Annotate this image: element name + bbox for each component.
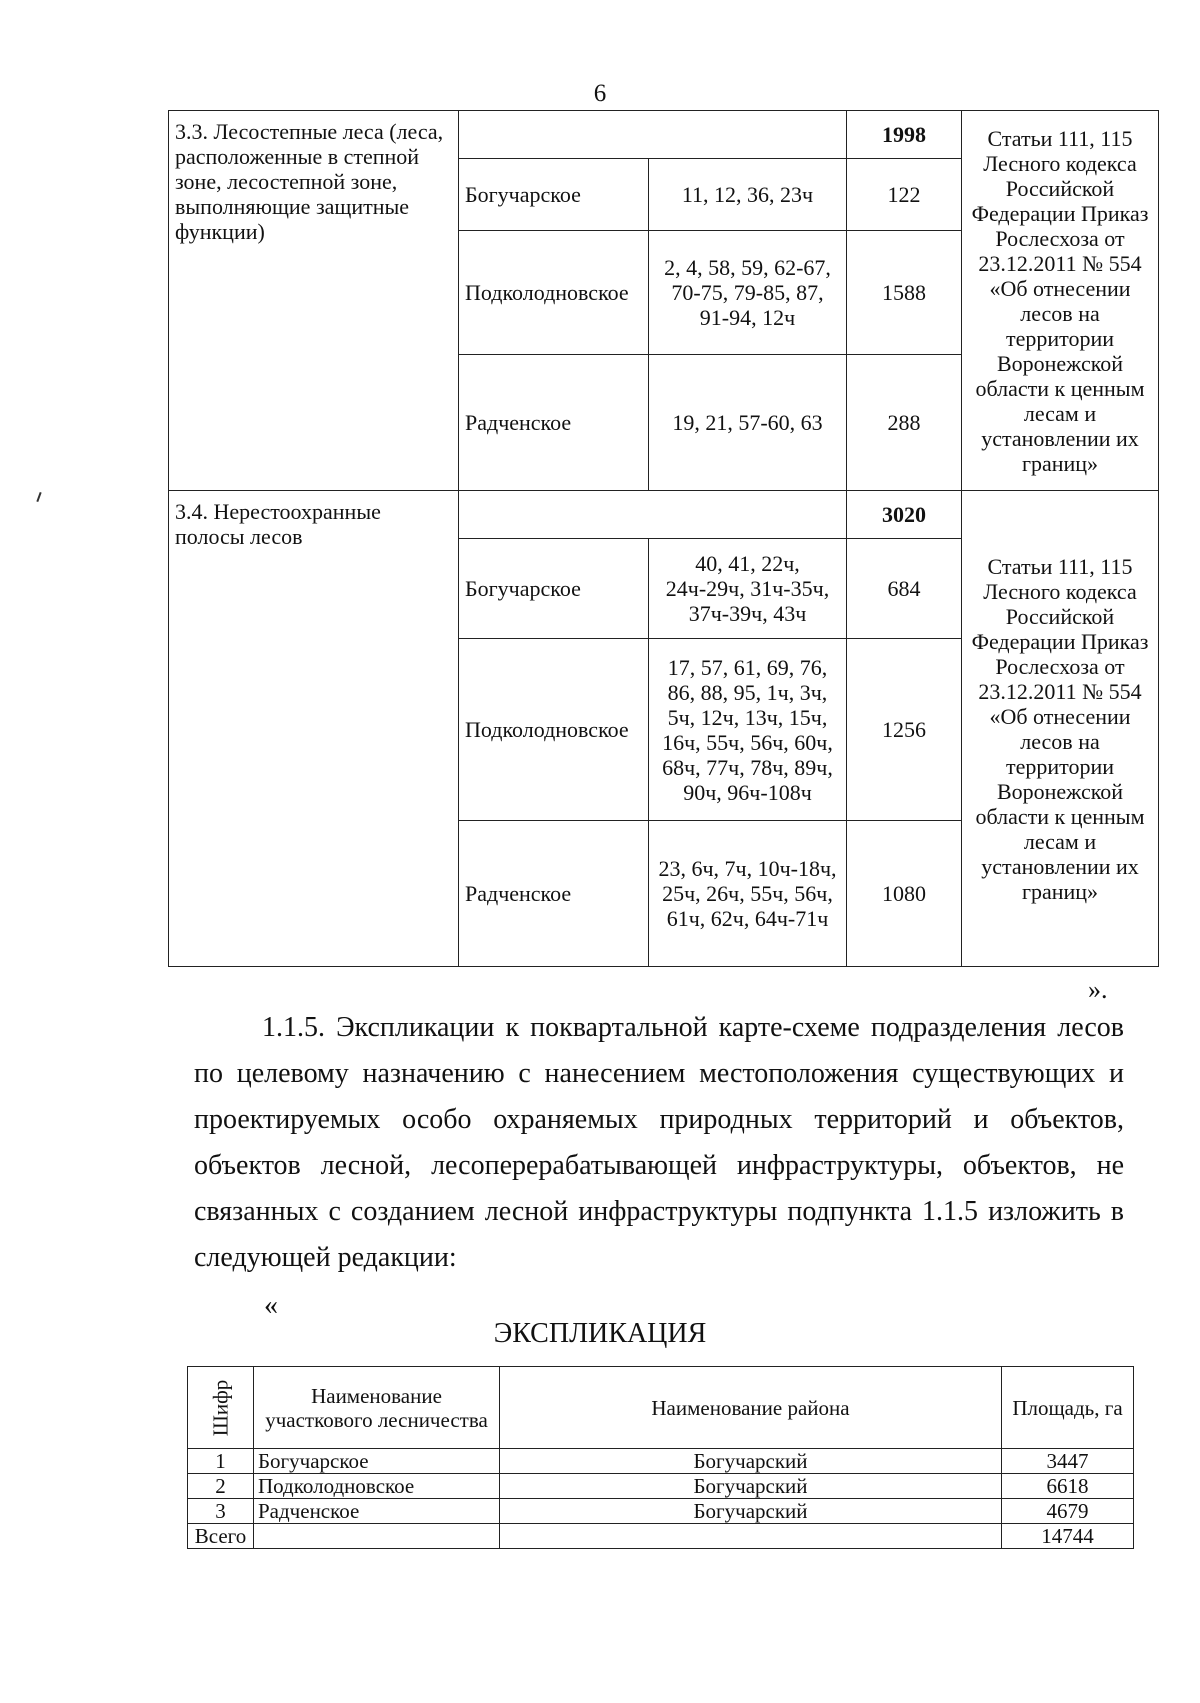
lesnichestvo-cell: Богучарское — [459, 539, 649, 639]
code-cell: 1 — [188, 1449, 254, 1474]
empty-cell — [459, 491, 847, 539]
category-total-area: 1998 — [847, 111, 962, 159]
lesnichestvo-cell: Радченское — [459, 355, 649, 491]
table-header-row — [188, 1367, 1134, 1449]
kvartaly-cell: 17, 57, 61, 69, 76, 86, 88, 95, 1ч, 3ч, 5ч, 12ч, 13ч, 15ч, 16ч, 55ч, 56ч, 60ч, 68ч, 77ч, 78ч, 89ч, 90ч, 96ч-108ч — [649, 639, 847, 821]
legal-basis-cell: Статьи 111, 115 Лесного кодекса Российской Федерации Приказ Рослесхоза от 23.12.2011 № 554 «Об отнесении лесов на территории Воронежской области к ценным лесам и установлении их границ» — [962, 111, 1159, 491]
table-row — [169, 491, 1159, 539]
opening-quote: « — [264, 1290, 278, 1321]
lesnichestvo-cell: Подколодновское — [459, 639, 649, 821]
table-row — [188, 1474, 1134, 1499]
table-row — [188, 1499, 1134, 1524]
table-row — [188, 1449, 1134, 1474]
lesnichestvo-cell: Радченское — [254, 1499, 500, 1524]
header-area: Площадь, га — [1002, 1367, 1134, 1449]
total-label: Всего — [188, 1524, 254, 1549]
table-total-row — [188, 1524, 1134, 1549]
category-total-area: 3020 — [847, 491, 962, 539]
area-cell: 288 — [847, 355, 962, 491]
kvartaly-cell: 19, 21, 57-60, 63 — [649, 355, 847, 491]
header-lesnichestvo: Наименование участкового лесничества — [254, 1367, 500, 1449]
category-cell: 3.3. Лесостепные леса (леса, расположенные в степной зоне, лесостепной зоне, выполняющие защитные функции) — [169, 111, 459, 491]
area-cell: 3447 — [1002, 1449, 1134, 1474]
kvartaly-cell: 40, 41, 22ч, 24ч-29ч, 31ч-35ч, 37ч-39ч, 43ч — [649, 539, 847, 639]
area-cell: 4679 — [1002, 1499, 1134, 1524]
category-cell: 3.4. Нерестоохранные полосы лесов — [169, 491, 459, 967]
forest-category-table — [168, 110, 1159, 967]
district-cell: Богучарский — [500, 1449, 1002, 1474]
amendment-paragraph: 1.1.5. Экспликации к поквартальной карте-схеме подразделения лесов по целевому назначению с нанесением местоположения существующих и проектируемых особо охраняемых природных территорий и объектов, объектов лесной, лесоперерабатывающей инфраструктуры, объектов, не связанных с созданием лесной инфраструктуры подпункта 1.1.5 изложить в следующей редакции: — [194, 1012, 1124, 1273]
area-cell: 1080 — [847, 821, 962, 967]
legal-basis-cell: Статьи 111, 115 Лесного кодекса Российской Федерации Приказ Рослесхоза от 23.12.2011 № 554 «Об отнесении лесов на территории Воронежской области к ценным лесам и установлении их границ» — [962, 491, 1159, 967]
area-cell: 684 — [847, 539, 962, 639]
kvartaly-cell: 23, 6ч, 7ч, 10ч-18ч, 25ч, 26ч, 55ч, 56ч, 61ч, 62ч, 64ч-71ч — [649, 821, 847, 967]
district-cell: Богучарский — [500, 1499, 1002, 1524]
scan-mark — [36, 492, 41, 502]
area-cell: 6618 — [1002, 1474, 1134, 1499]
lesnichestvo-cell: Подколодновское — [459, 231, 649, 355]
lesnichestvo-cell: Богучарское — [459, 159, 649, 231]
area-cell: 1588 — [847, 231, 962, 355]
empty-cell — [254, 1524, 500, 1549]
empty-cell — [459, 111, 847, 159]
explication-title: ЭКСПЛИКАЦИЯ — [493, 1318, 707, 1349]
explication-table — [187, 1366, 1134, 1549]
lesnichestvo-cell: Радченское — [459, 821, 649, 967]
kvartaly-cell: 2, 4, 58, 59, 62-67, 70-75, 79-85, 87, 91-94, 12ч — [649, 231, 847, 355]
code-cell: 3 — [188, 1499, 254, 1524]
area-cell: 1256 — [847, 639, 962, 821]
lesnichestvo-cell: Богучарское — [254, 1449, 500, 1474]
district-cell: Богучарский — [500, 1474, 1002, 1499]
code-cell: 2 — [188, 1474, 254, 1499]
header-code-label: Шифр — [208, 1379, 233, 1436]
closing-quote: ». — [1088, 975, 1108, 1004]
page-number: 6 — [593, 80, 607, 107]
header-code — [188, 1367, 254, 1449]
table-row — [169, 111, 1159, 159]
total-area: 14744 — [1002, 1524, 1134, 1549]
empty-cell — [500, 1524, 1002, 1549]
header-district: Наименование района — [500, 1367, 1002, 1449]
kvartaly-cell: 11, 12, 36, 23ч — [649, 159, 847, 231]
lesnichestvo-cell: Подколодновское — [254, 1474, 500, 1499]
area-cell: 122 — [847, 159, 962, 231]
